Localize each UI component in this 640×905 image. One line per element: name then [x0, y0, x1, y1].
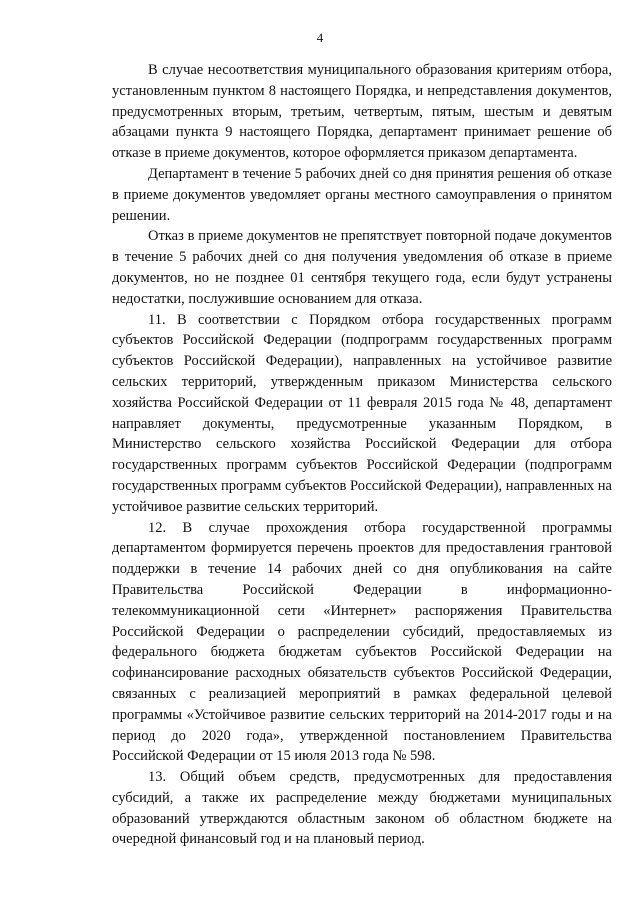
paragraph-rejection-criteria: В случае несоответствия муниципального образования критериям отбора, установленным пунктом 8 настоящего Порядка, и непредставления документов, предусмотренных вторым, третьим, четвертым, пятым, шестым и девятым абзацами пункта 9 настоящего Порядка, департамент принимает решение об отказе в приеме документов, которое оформляется приказом департамента.	[112, 62, 612, 162]
paragraph-item-12: 12. В случае прохождения отбора государственной программы департаментом формируется перечень проектов для предоставления грантовой поддержки в течение 14 рабочих дней со дня опубликования на сайте Правительства Российской Федерации в информационно-телекоммуникационной сети «Интернет» распоряжения Правительства Российской Федерации о распределении субсидий, предоставляемых из федерального бюджета бюджетам субъектов Российской Федерации на софинансирование расходных обязательств субъектов Российской Федерации, связанных с реализацией мероприятий в рамках федеральной целевой программы «Устойчивое развитие сельских территорий на 2014-2017 годы и на период до 2020 года», утвержденной постановлением Правительства Российской Федерации от 15 июля 2013 года № 598.	[112, 519, 612, 765]
page-number: 4	[316, 30, 324, 45]
document-body	[112, 60, 612, 850]
paragraph-item-11: 11. В соответствии с Порядком отбора государственных программ субъектов Российской Федерации (подпрограмм государственных программ субъектов Российской Федерации), направленных на устойчивое развитие сельских территорий, утвержденным приказом Министерства сельского хозяйства Российской Федерации от 11 февраля 2015 года № 48, департамент направляет документы, предусмотренные указанным Порядком, в Министерство сельского хозяйства Российской Федерации для отбора государственных программ субъектов Российской Федерации (подпрограмм государственных программ субъектов Российской Федерации), направленных на устойчивое развитие сельских территорий.	[112, 311, 612, 515]
paragraph-resubmission: Отказ в приеме документов не препятствует повторной подаче документов в течение 5 рабочих дней со дня получения уведомления об отказе в приеме документов, но не позднее 01 сентября текущего года, если будут устранены недостатки, послужившие основанием для отказа.	[112, 228, 612, 307]
paragraph-item-13: 13. Общий объем средств, предусмотренных для предоставления субсидий, а также их распределение между бюджетами муниципальных образований утверждаются областным законом об областном бюджете на очередной финансовый год и на плановый период.	[112, 769, 612, 848]
paragraph-notification: Департамент в течение 5 рабочих дней со дня принятия решения об отказе в приеме документов уведомляет органы местного самоуправления о принятом решении.	[112, 165, 612, 224]
